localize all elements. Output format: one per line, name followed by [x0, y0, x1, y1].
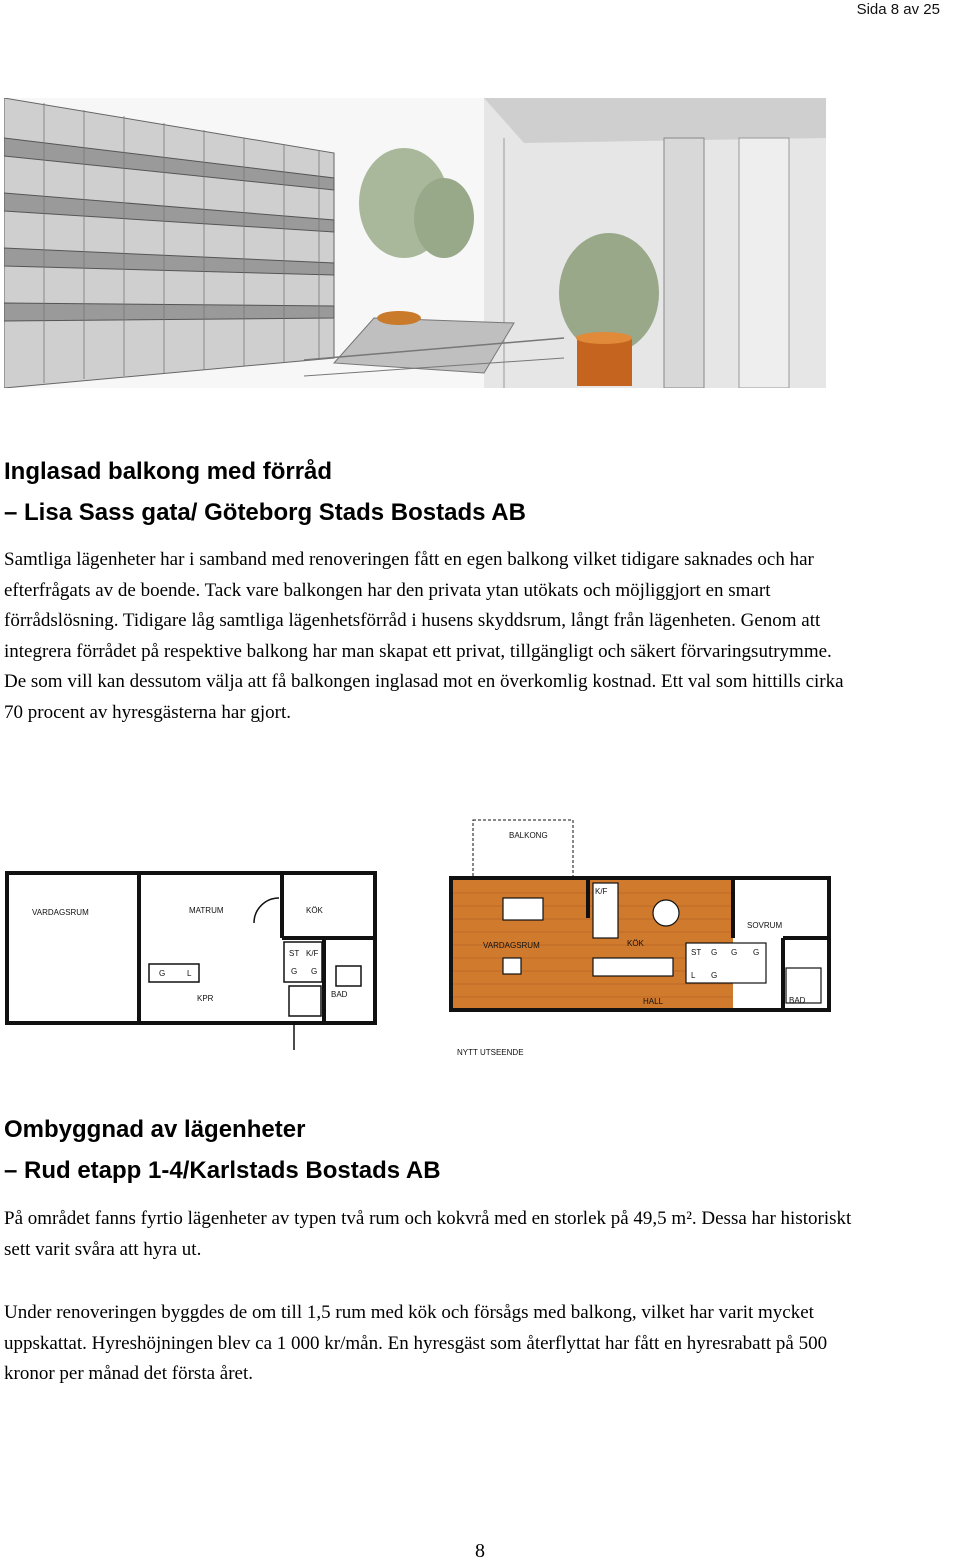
old-label-bad: BAD: [331, 990, 348, 999]
new-label-hall: HALL: [643, 997, 664, 1006]
balcony-render-illustration: [4, 98, 826, 388]
new-label-bad: BAD: [789, 996, 806, 1005]
page-number: 8: [475, 1540, 485, 1562]
section1-body: Samtliga lägenheter har i samband med renoveringen fått en egen balkong vilket tidigare saknades och har efterfrågats av de boende. Tack vare balkongen har den privata ytan utökats och möjliggjort en smart förrådslösning. Tidigare låg samtliga lägenhetsförråd i husens skyddsrum, långt från lägenheten. Genom att integrera förrådet på respektive balkong har man skapat ett privat, tillgängligt och säkert förvaringsutrymme. De som vill kan dessutom välja att få balkongen inglasad mot en överkomlig kostnad. Ett val som hittills cirka 70 procent av hyresgästerna har gjort.: [4, 549, 844, 723]
section2-body-2: Under renoveringen byggdes de om till 1,5 rum med kök och försågs med balkong, vilket har varit mycket uppskattat. Hyreshöjningen blev ca 1 000 kr/mån. En hyresgäst som återflyttat har fått en hyresrabatt på 500 kronor per månad det första året.: [4, 1302, 828, 1384]
page-header: Sida 8 av 25: [856, 1, 940, 18]
old-label-kpr: KPR: [197, 994, 214, 1003]
old-label-g3: G: [311, 967, 318, 976]
section1-subtitle: – Lisa Sass gata/ Göteborg Stads Bostads AB: [4, 499, 526, 526]
section1-title: Inglasad balkong med förråd: [4, 458, 333, 485]
new-label-g2: G: [731, 948, 738, 957]
old-label-vardagsrum: VARDAGSRUM: [32, 908, 89, 917]
new-label-kok: KÖK: [627, 939, 644, 948]
new-label-l: L: [691, 971, 696, 980]
new-label-g1: G: [711, 948, 718, 957]
old-label-st: ST: [289, 949, 300, 958]
old-label-g2: G: [291, 967, 298, 976]
section2-subtitle: – Rud etapp 1-4/Karlstads Bostads AB: [4, 1157, 441, 1184]
section2-body-1: På området fanns fyrtio lägenheter av typen två rum och kokvrå med en storlek på 49,5 m². Dessa har historiskt sett varit svåra att hyra ut.: [4, 1208, 852, 1260]
old-label-g1: G: [159, 969, 166, 978]
new-label-g4: G: [711, 971, 718, 980]
old-label-kf: K/F: [306, 949, 319, 958]
section2-title: Ombyggnad av lägenheter: [4, 1116, 306, 1143]
new-label-vardagsrum: VARDAGSRUM: [483, 941, 540, 950]
new-plan-caption: NYTT UTSEENDE: [457, 1048, 524, 1057]
old-label-l1: L: [187, 969, 192, 978]
new-label-balkong: BALKONG: [509, 831, 548, 840]
old-label-matrum: MATRUM: [189, 906, 224, 915]
new-label-g3: G: [753, 948, 760, 957]
floor-plan-new: [443, 818, 831, 1058]
new-label-kf: K/F: [595, 887, 608, 896]
new-label-st: ST: [691, 948, 702, 957]
balcony-render-image: [4, 98, 826, 388]
new-label-sovrum: SOVRUM: [747, 921, 783, 930]
floor-plan-old: [4, 868, 379, 1053]
old-label-kok: KÖK: [306, 906, 323, 915]
